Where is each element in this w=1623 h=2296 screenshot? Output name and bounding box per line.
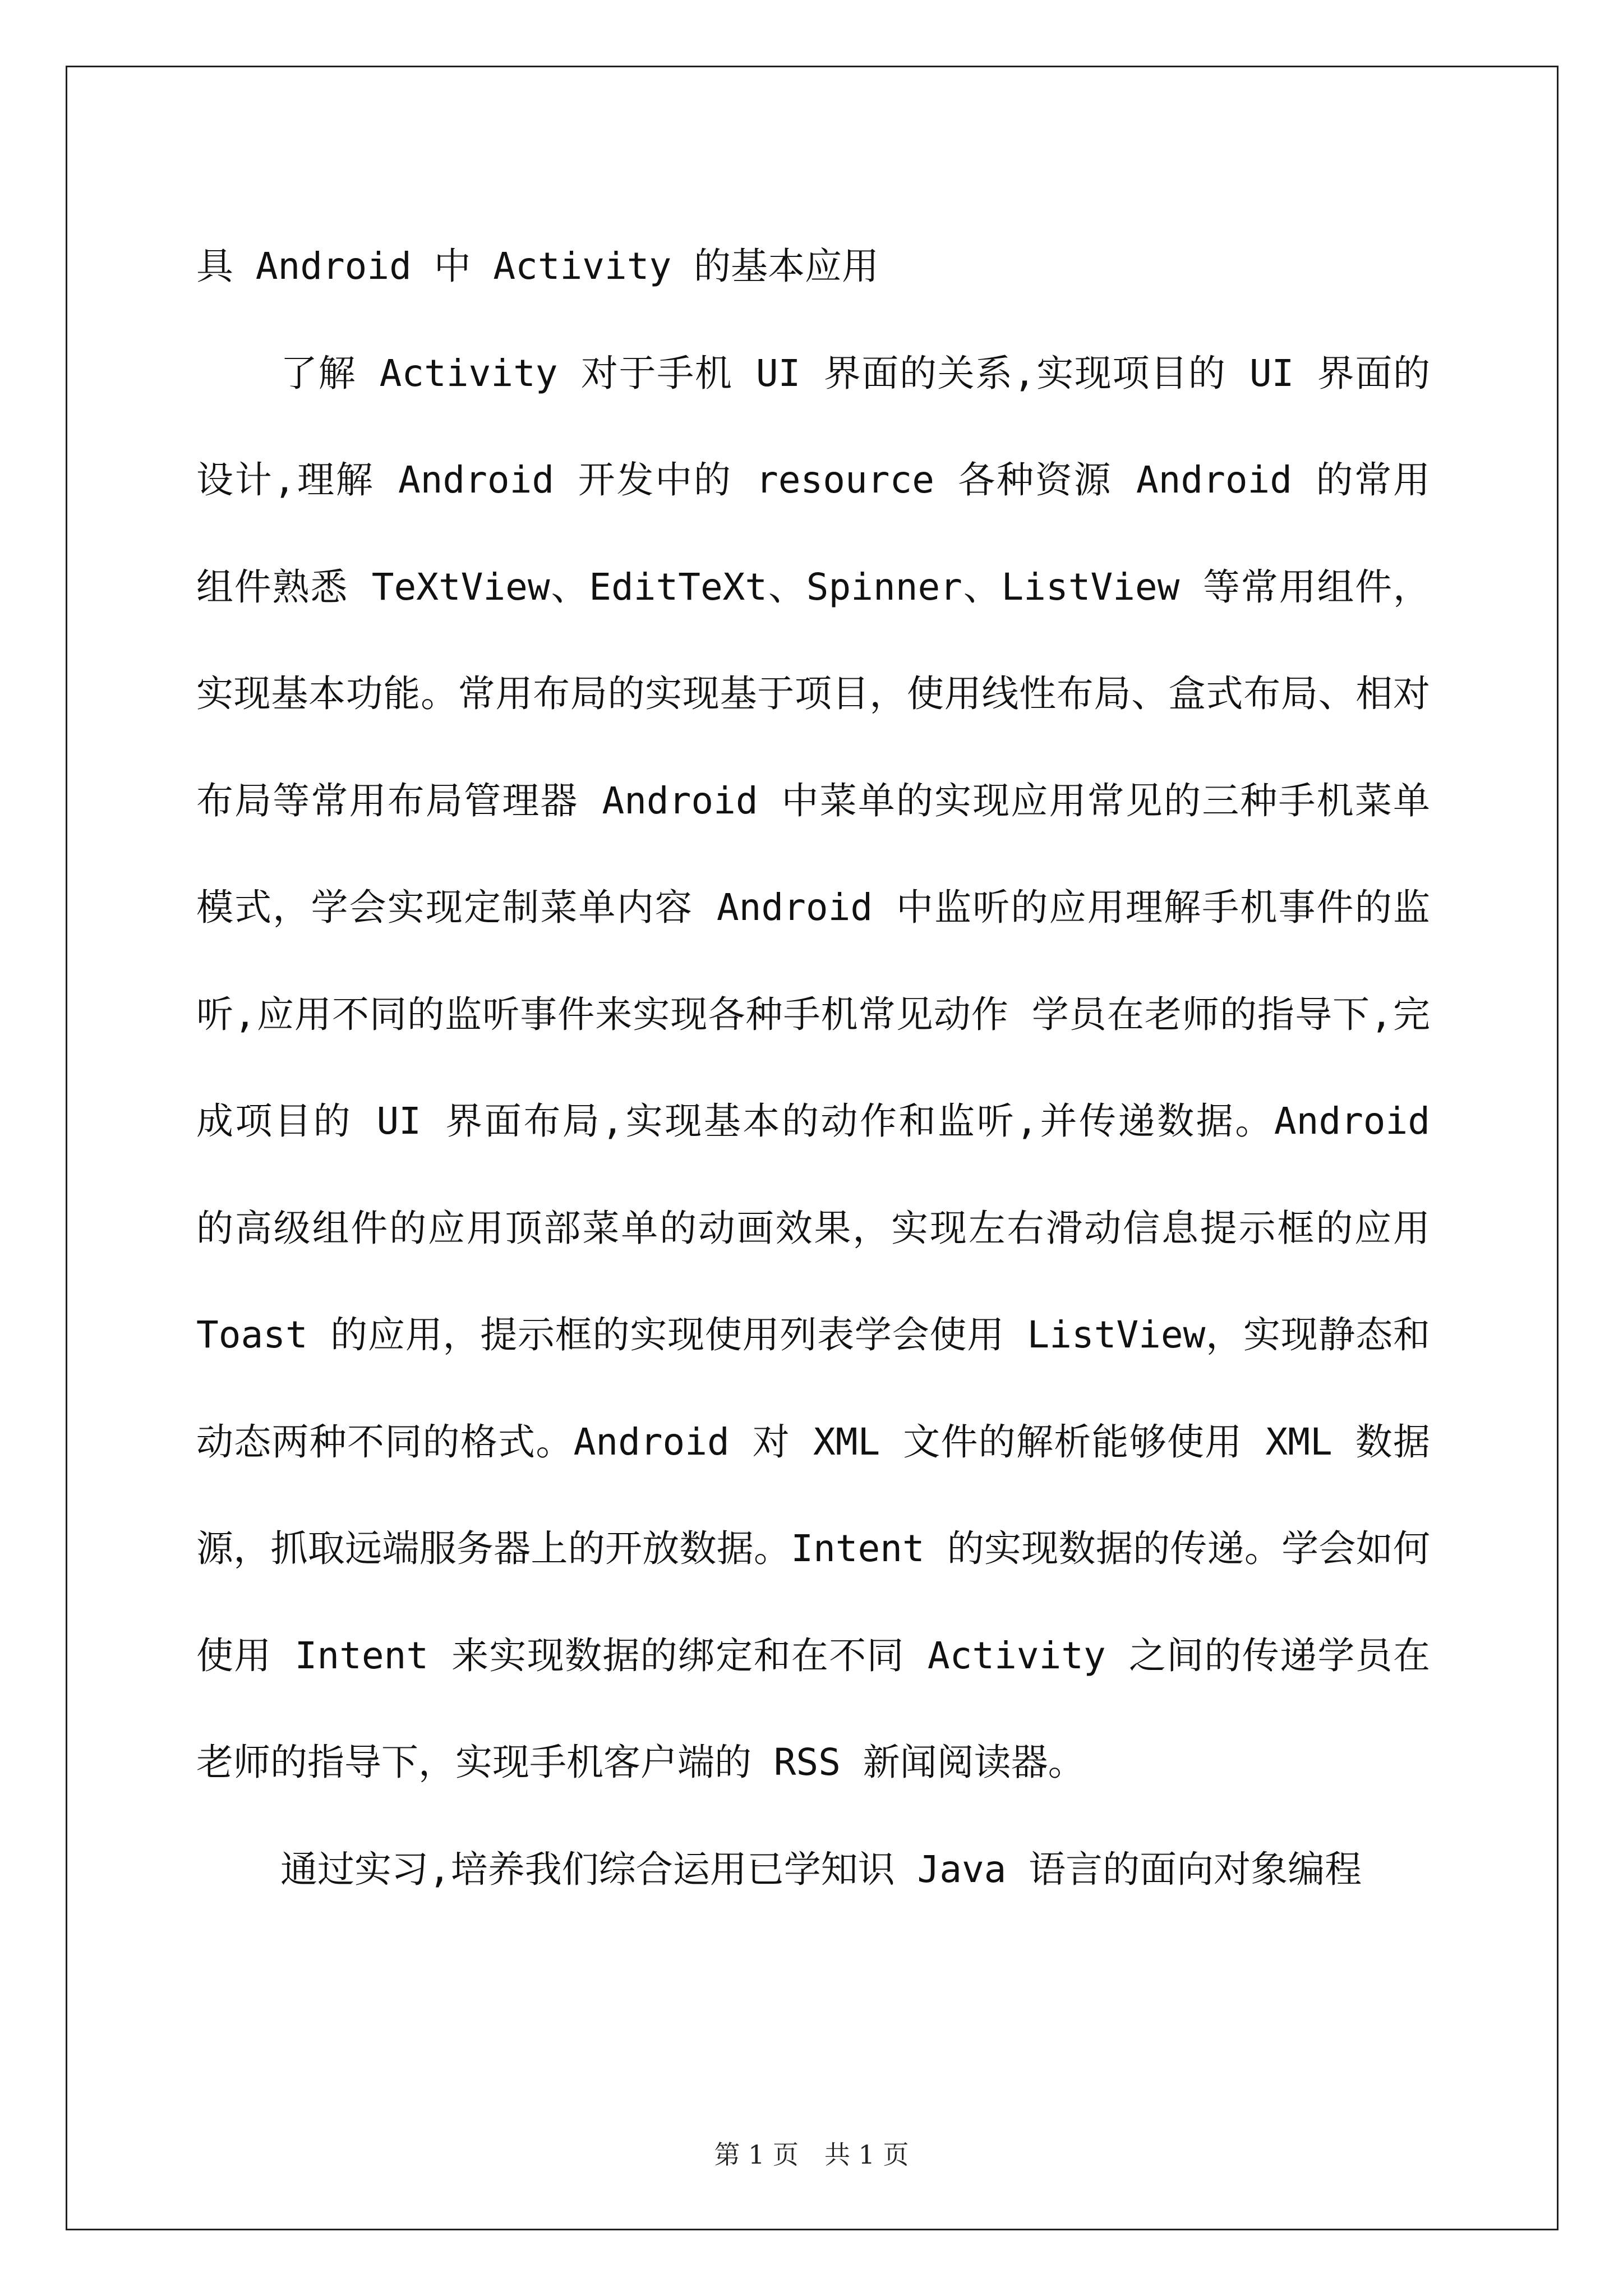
page-footer: 第 1 页 共 1 页 [714, 2139, 909, 2170]
document-body [196, 213, 1430, 1923]
paragraph-2: 通过实习,培养我们综合运用已学知识 Java 语言的面向对象编程 [280, 1847, 1362, 1891]
paragraph-1: 了解 Activity 对于手机 UI 界面的关系,实现项目的 UI 界面的设计,理解 Android 开发中的 resource 各种资源 Android 的常用组件熟悉 TeXtView、EditTeXt、Spinner、ListView 等常用组件，实现基本功能。常用布局的实现基于项目，使用线性布局、盒式布局、相对布局等常用布局管理器 Android 中菜单的实现应用常见的三种手机菜单模式，学会实现定制菜单内容 Android 中监听的应用理解手机事件的监听,应用不同的监听事件来实现各种手机常见动作 学员在老师的指导下,完成项目的 UI 界面布局,实现基本的动作和监听,并传递数据。Android 的高级组件的应用顶部菜单的动画效果，实现左右滑动信息提示框的应用 Toast 的应用，提示框的实现使用列表学会使用 ListView，实现静态和动态两种不同的格式。Android 对 XML 文件的解析能够使用 XML 数据源，抓取远端服务器上的开放数据。Intent 的实现数据的传递。学会如何使用 Intent 来实现数据的绑定和在不同 Activity 之间的传递学员在老师的指导下，实现手机客户端的 RSS 新闻阅读器。 [196, 351, 1430, 1784]
document-heading-line: 具 Android 中 Activity 的基本应用 [196, 245, 879, 288]
